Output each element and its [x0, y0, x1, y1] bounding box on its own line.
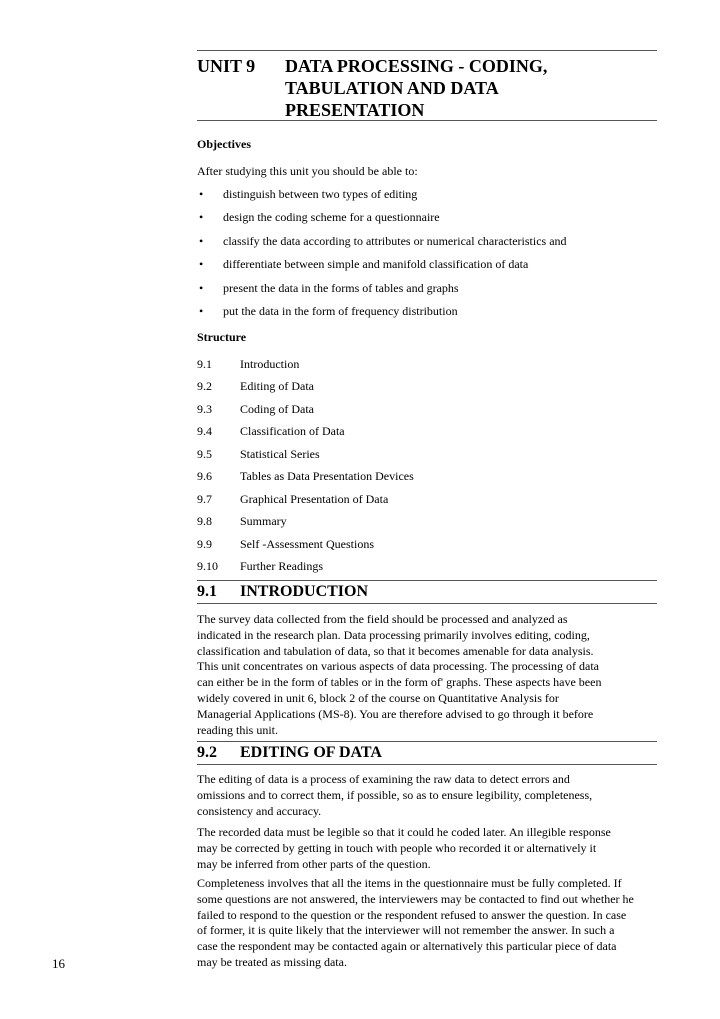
bullet-icon: •: [199, 304, 204, 318]
page-number: 16: [52, 956, 65, 971]
introduction-paragraph: The survey data collected from the field should be processed and analyzed as indicated in the research plan. Data processing primarily involves editing, coding, classification and tabulation of data, so that it becomes amenable for data analysis. This unit concentrates on various aspects of data processing. The processing of data can either be in the form of tables or in the form of' graphs. These aspects have been widely covered in unit 6, block 2 of the course on Quantitative Analysis for Managerial Applications (MS-8). You are therefore advised to go through it before reading this unit.: [197, 612, 602, 737]
section-bottom-rule: [197, 603, 657, 604]
section-bottom-rule: [197, 764, 657, 765]
unit-title-line: TABULATION AND DATA: [285, 78, 499, 98]
section-title: INTRODUCTION: [240, 583, 369, 600]
bullet-icon: •: [199, 210, 204, 224]
section-title: EDITING OF DATA: [240, 744, 382, 761]
section-top-rule: [197, 741, 657, 742]
heading-bottom-rule: [197, 120, 657, 121]
objectives-heading: Objectives: [197, 137, 251, 151]
section-heading-introduction: [197, 580, 657, 604]
objectives-intro: After studying this unit you should be able to:: [197, 164, 418, 178]
section-top-rule: [197, 580, 657, 581]
bullet-icon: •: [199, 281, 204, 295]
bullet-icon: •: [199, 234, 204, 248]
bullet-icon: •: [199, 257, 204, 271]
section-heading-editing: [197, 741, 657, 765]
editing-paragraph-3: Completeness involves that all the items in the questionnaire must be fully completed. If some questions are not answered, the interviewers may be contacted to find out whether he failed to respond to the question or the respondent refused to answer the question. In case of former, it is quite likely that the interviewer will not remember the answer. In such a case the respondent may be contacted again or alternatively this particular piece of data may be treated as missing data.: [197, 876, 634, 969]
editing-paragraph-1: The editing of data is a process of examining the raw data to detect errors and omissions and to correct them, if possible, so as to ensure legibility, completeness, consistency and accuracy.: [197, 772, 593, 818]
structure-heading: Structure: [197, 330, 247, 344]
editing-paragraph-2: The recorded data must be legible so that it could he coded later. An illegible response may be corrected by getting in touch with people who recorded it or alternatively it may be inferred from other parts of the question.: [197, 825, 611, 871]
section-number: 9.1: [197, 583, 217, 600]
section-number: 9.2: [197, 744, 217, 761]
unit-title-line: PRESENTATION: [285, 100, 425, 120]
unit-title-line: DATA PROCESSING - CODING,: [285, 56, 548, 76]
unit-title: [285, 55, 645, 121]
unit-number: UNIT 9: [197, 56, 256, 76]
heading-top-rule: [197, 50, 657, 51]
bullet-icon: •: [199, 187, 204, 201]
